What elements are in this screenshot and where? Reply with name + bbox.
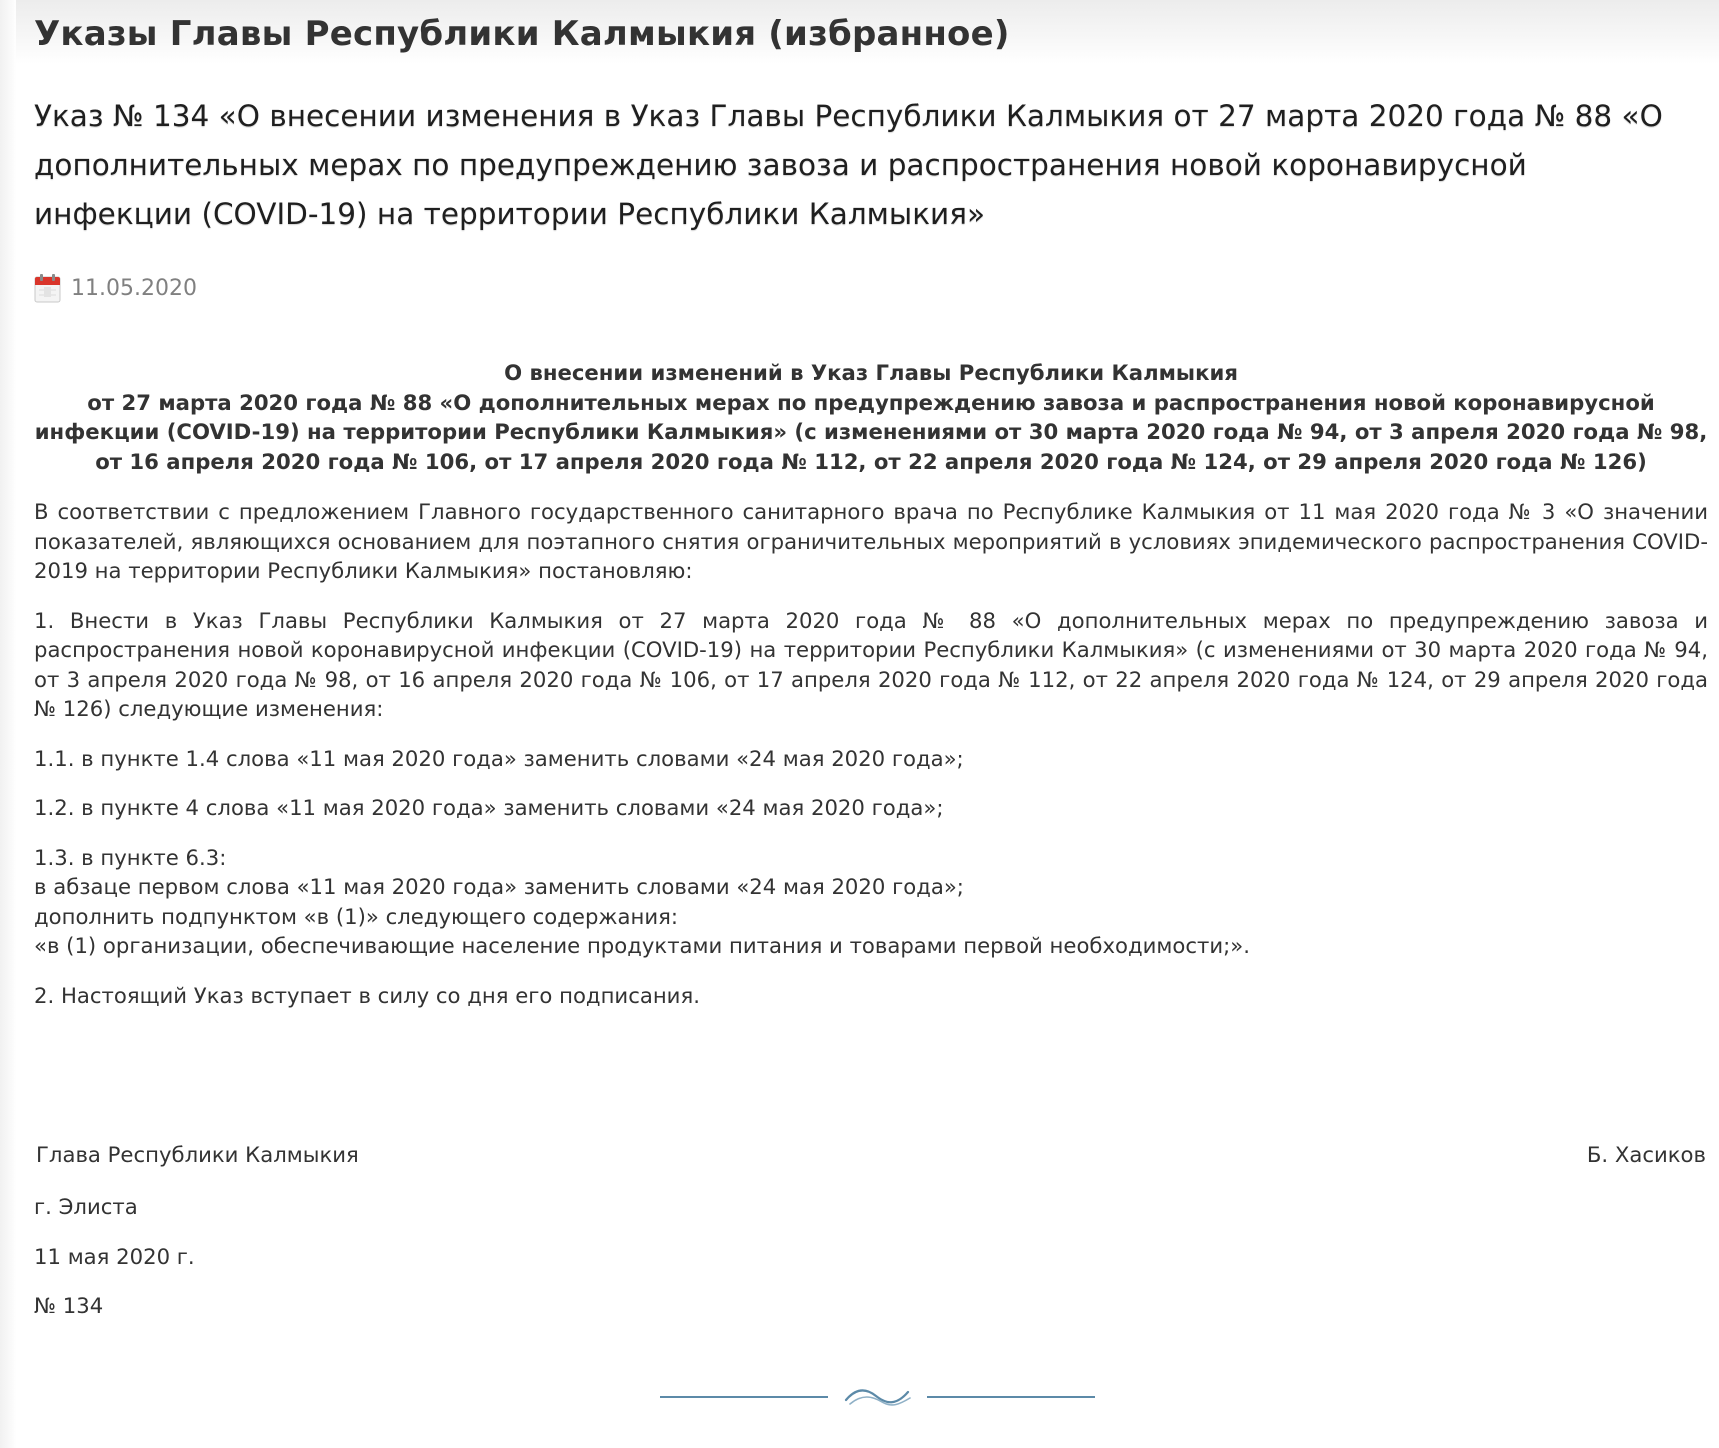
document-item-2: 2. Настоящий Указ вступает в силу со дня его подписания. <box>34 982 700 1008</box>
section-title: Указы Главы Республики Калмыкия (избранное) <box>34 14 1010 54</box>
document-preamble: В соответствии с предложением Главного государственного санитарного врача по Республике Калмыкия от 11 мая 2020 года № 3 «О значении показателей, являющихся основанием для поэтапного снятия ограничительных мероприятий в условиях эпидемического распространения COVID-2019 на территории Республики Калмыкия» постановляю: <box>34 499 1708 583</box>
document-item-1-3-line3: дополнить подпунктом «в (1)» следующего содержания: <box>34 903 678 929</box>
decree-number: № 134 <box>34 1293 104 1318</box>
calendar-icon <box>34 273 61 303</box>
left-border-strip <box>0 0 16 1448</box>
signature-row <box>34 1140 1708 1170</box>
document-item-1: 1. Внести в Указ Главы Республики Калмыкия от 27 марта 2020 года № 88 «О дополнительных мерах по предупреждению завоза и распространения новой коронавирусной инфекции (COVID-19) на территории Республики Калмыкия» (с изменениями от 30 марта 2020 года № 94, от 3 апреля 2020 года № 98, от 16 апреля 2020 года № 106, от 17 апреля 2020 года № 112, от 22 апреля 2020 года № 124, от 29 апреля 2020 года № 126) следующие изменения: <box>34 607 1708 721</box>
document-item-1-3-line4: «в (1) организации, обеспечивающие население продуктами питания и товарами первой необходимости;». <box>34 933 1250 958</box>
publish-date-row <box>34 273 197 303</box>
document-item-1-3-line2: в абзаце первом слова «11 мая 2020 года» заменить словами «24 мая 2020 года»; <box>34 874 964 899</box>
document-heading-line1: О внесении изменений в Указ Главы Республики Калмыкия <box>504 360 1238 385</box>
document-item-1-3 <box>34 843 1708 961</box>
document-item-1-2: 1.2. в пункте 4 слова «11 мая 2020 года» заменить словами «24 мая 2020 года»; <box>34 795 944 820</box>
document-body <box>34 358 1708 1030</box>
signing-city: г. Элиста <box>34 1194 138 1219</box>
document-footer <box>34 1192 195 1341</box>
signing-date: 11 мая 2020 г. <box>34 1243 195 1269</box>
publish-date: 11.05.2020 <box>71 275 197 301</box>
signatory-name: Б. Хасиков <box>1586 1142 1706 1167</box>
document-heading-line2: от 27 марта 2020 года № 88 «О дополнительных мерах по предупреждению завоза и распространения новой коронавирусной инфекции (COVID-19) на территории Республики Калмыкия» (с изменениями от 30 марта 2020 года № 94, от 3 апреля 2020 года № 98, от 16 апреля 2020 года № 106, от 17 апреля 2020 года № 112, от 22 апреля 2020 года № 124, от 29 апреля 2020 года № 126) <box>34 389 1708 474</box>
document-heading <box>34 358 1708 476</box>
signatory-position: Глава Республики Калмыкия <box>36 1142 359 1167</box>
document-item-1-3-line1: 1.3. в пункте 6.3: <box>34 844 227 870</box>
divider-ornament-icon <box>660 1380 1095 1414</box>
document-item-1-1: 1.1. в пункте 1.4 слова «11 мая 2020 года» заменить словами «24 мая 2020 года»; <box>34 745 964 771</box>
article-title: Указ № 134 «О внесении изменения в Указ Главы Республики Калмыкия от 27 марта 2020 года № 88 «О дополнительных мерах по предупреждению завоза и распространения новой коронавирусной инфекции (COVID-19) на территории Республики Калмыкия» <box>34 99 1663 231</box>
